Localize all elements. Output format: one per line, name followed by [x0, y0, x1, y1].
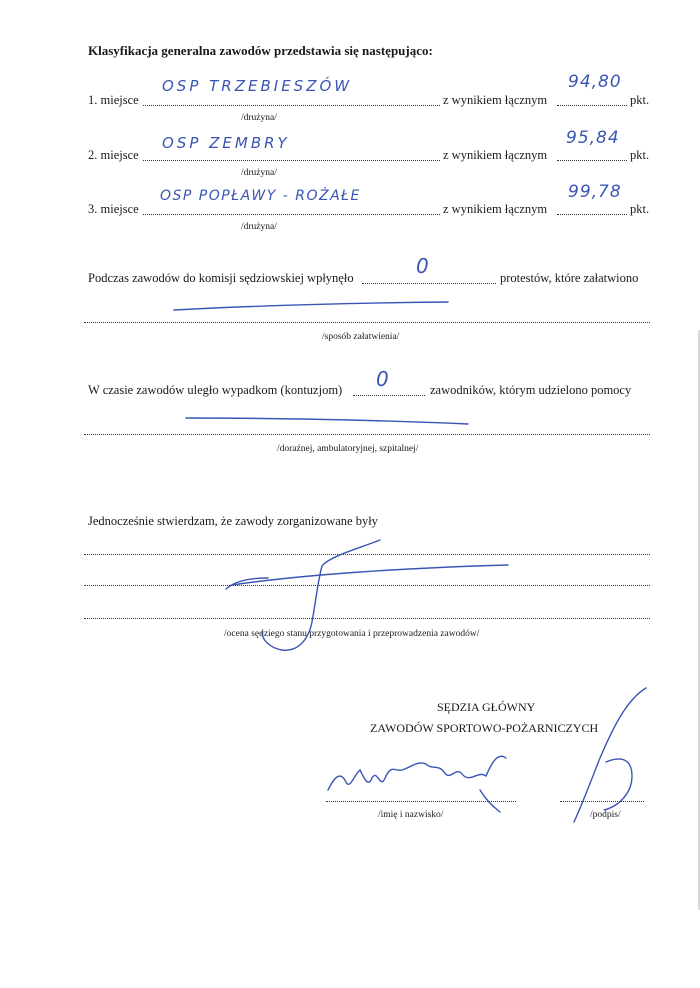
assessment-sublabel: /ocena sędziego stanu przygotowania i przeprowadzenia zawodów/ — [224, 629, 480, 639]
protests-count: 0 — [416, 254, 430, 278]
placement-3-score: 99,78 — [568, 182, 622, 202]
protests-text-after: protestów, które załatwiono — [500, 271, 639, 285]
page-heading: Klasyfikacja generalna zawodów przedstawia się następująco: — [88, 43, 433, 58]
protests-text-before: Podczas zawodów do komisji sędziowskiej wpłynęło — [88, 271, 354, 285]
judge-title-line2: ZAWODÓW SPORTOWO-POŻARNICZYCH — [370, 721, 599, 735]
placement-1-prefix: 1. miejsce — [88, 93, 139, 107]
placement-2-prefix: 2. miejsce — [88, 148, 139, 162]
accidents-sublabel: /doraźnej, ambulatoryjnej, szpitalnej/ — [277, 444, 419, 454]
judge-name-line — [326, 800, 516, 802]
placement-2-unit: pkt. — [630, 148, 650, 162]
placement-1-unit: pkt. — [630, 93, 650, 107]
placement-1-team: OSP TRZEBIESZÓW — [162, 77, 353, 95]
protests-count-line — [362, 282, 496, 284]
judge-name-label: /imię i nazwisko/ — [378, 810, 444, 820]
protests-sublabel: /sposób załatwienia/ — [322, 332, 400, 342]
placement-3-sublabel: /drużyna/ — [241, 222, 277, 232]
placement-1-sublabel: /drużyna/ — [241, 113, 277, 123]
assessment-line-1 — [84, 553, 650, 555]
protests-resolution-line — [84, 321, 650, 323]
placement-3-unit: pkt. — [630, 202, 650, 216]
placement-2-score-line — [557, 159, 627, 161]
accidents-help-line — [84, 433, 650, 435]
placement-3-score-line — [557, 213, 627, 215]
accidents-count-line — [353, 394, 425, 396]
placement-2-team-line — [143, 159, 440, 161]
placement-1-team-line — [143, 104, 440, 106]
placement-3-team: OSP POPŁAWY - ROŻAŁE — [160, 188, 361, 204]
judge-signature-label: /podpis/ — [590, 810, 621, 820]
assessment-text: Jednocześnie stwierdzam, że zawody zorganizowane były — [88, 514, 378, 528]
accidents-text-after: zawodników, którym udzielono pomocy — [430, 383, 632, 397]
accidents-dash-stroke — [186, 418, 468, 424]
judge-signature-stroke-2 — [604, 759, 632, 810]
placement-3-mid: z wynikiem łącznym — [443, 202, 548, 216]
assessment-line-3 — [84, 617, 650, 619]
judge-title-line1: SĘDZIA GŁÓWNY — [437, 700, 536, 714]
accidents-text-before: W czasie zawodów uległo wypadkom (kontuzjom) — [88, 383, 343, 397]
placement-2-team: OSP ZEMBRY — [162, 134, 290, 152]
judge-signature-line — [560, 800, 644, 802]
placement-3-team-line — [143, 213, 440, 215]
placement-2-sublabel: /drużyna/ — [241, 168, 277, 178]
assessment-line-2 — [84, 584, 650, 586]
placement-1-score-line — [557, 104, 627, 106]
placement-2-mid: z wynikiem łącznym — [443, 148, 548, 162]
placement-1-score: 94,80 — [568, 72, 622, 92]
judge-name-signature — [328, 756, 506, 790]
placement-1-mid: z wynikiem łącznym — [443, 93, 548, 107]
assessment-stroke — [232, 565, 508, 585]
protests-dash-stroke — [174, 302, 448, 310]
placement-3-prefix: 3. miejsce — [88, 202, 139, 216]
accidents-count: 0 — [376, 367, 390, 391]
placement-2-score: 95,84 — [566, 128, 620, 148]
